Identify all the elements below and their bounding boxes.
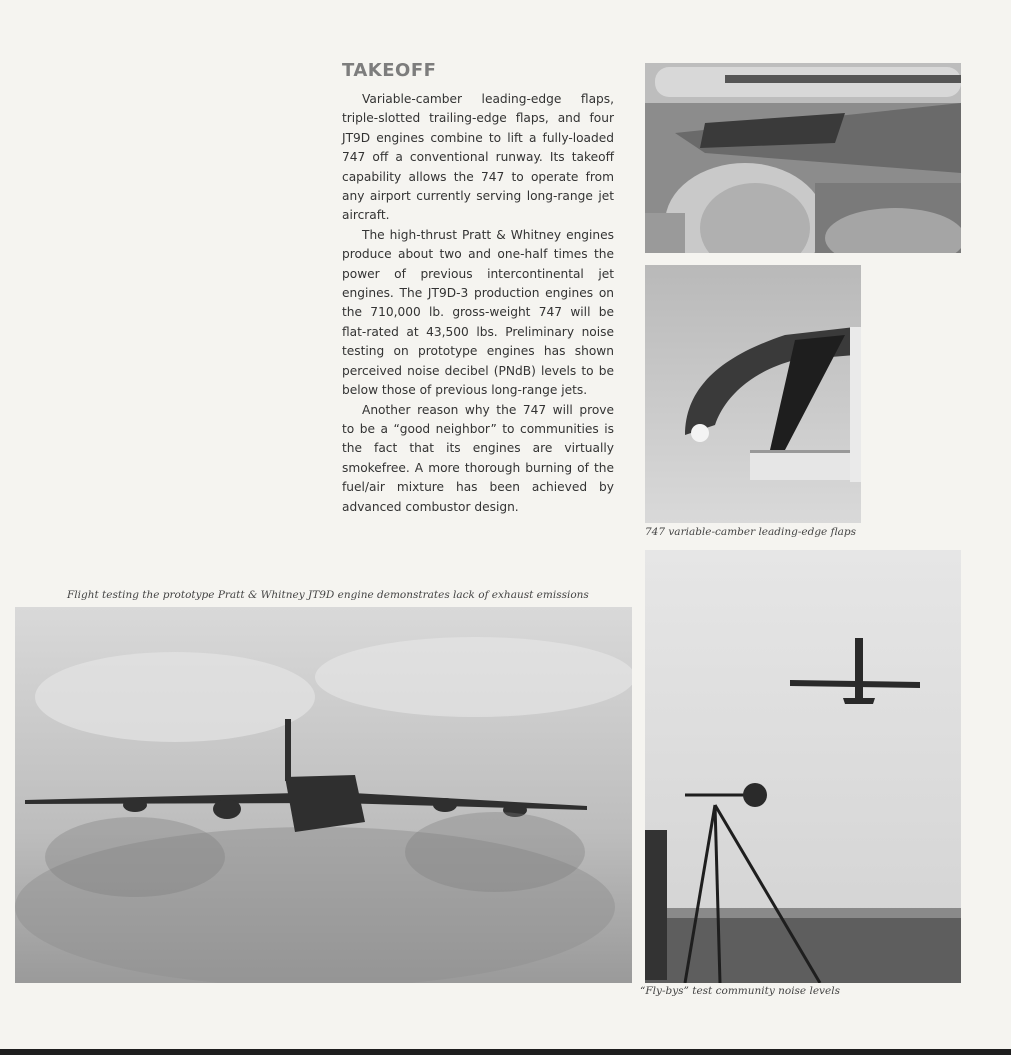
page-edge [0,1049,1011,1055]
paragraph: Another reason why the 747 will prove to be a “good neighbor” to communities is the fact that its engines are virtually smokefree. A more thorough burning of the fuel/air mixture has been achieved by advanced combustor design. [342,402,614,514]
flight-test-caption: Flight testing the prototype Pratt & Whitney JT9D engine demonstrates lack of exhaust emissions [67,589,589,601]
flyby-caption: “Fly-bys” test community noise levels [640,985,840,997]
flap-photo [645,265,861,523]
flyby-photo [645,550,961,983]
body-text [342,90,614,517]
paragraph: Variable-camber leading-edge flaps, triple-slotted trailing-edge flaps, and four JT9D engines combine to lift a fully-loaded 747 off a conventional runway. Its takeoff capability allows the 747 to operate from any airport currently serving long-range jet aircraft. [342,92,614,223]
flight-test-photo [15,607,632,983]
section-title: TAKEOFF [342,60,437,81]
paragraph: The high-thrust Pratt & Whitney engines produce about two and one-half times the power of previous intercontinental jet engines. The JT9D-3 production engines on the 710,000 lb. gross-weight 747 will be flat-rated at 43,500 lbs. Preliminary noise testing on prototype engines has shown perceived noise decibel (PNdB) levels to be below those of previous long-range jets. [342,227,614,398]
engine-photo [645,63,961,253]
flap-caption: 747 variable-camber leading-edge flaps [645,526,856,538]
